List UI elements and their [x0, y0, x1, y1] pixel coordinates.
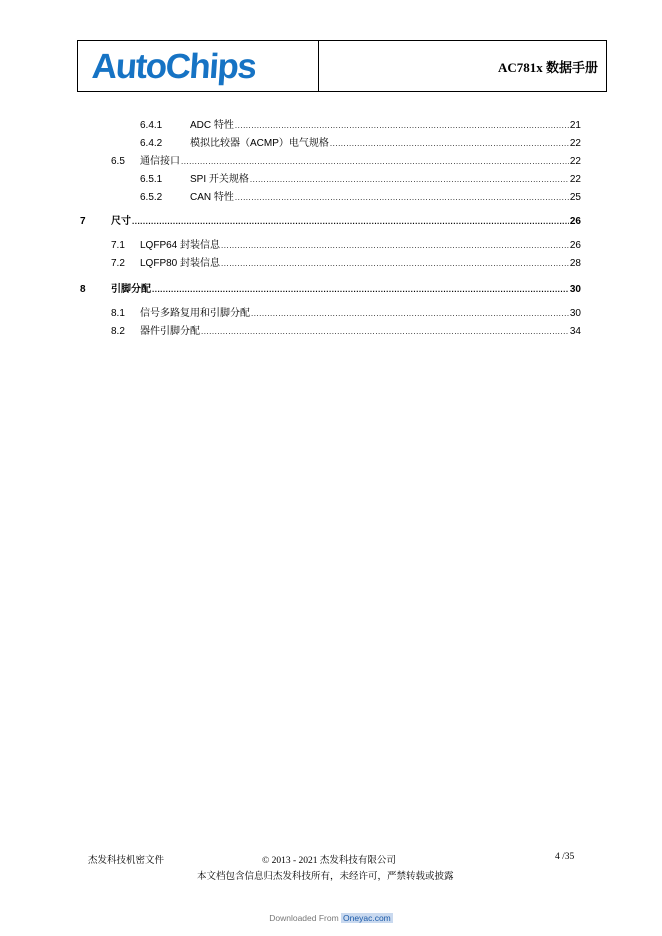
toc-entry[interactable]	[111, 326, 581, 338]
download-prefix: Downloaded From	[269, 913, 339, 923]
toc-entry-page: 22	[569, 138, 581, 149]
toc-entry[interactable]	[140, 120, 581, 132]
toc-entry-title: 尺寸	[111, 216, 131, 227]
document-title: AC781x 数据手册	[497, 59, 598, 75]
toc-entry-page: 26	[569, 240, 581, 251]
toc-entry-number: 6.5	[111, 156, 125, 167]
toc-entry-number: 8	[80, 284, 86, 295]
toc-entry[interactable]	[140, 174, 581, 186]
toc-entry[interactable]	[111, 156, 581, 168]
toc-dot-leader	[201, 326, 569, 338]
toc-dot-leader	[330, 138, 569, 150]
page-indicator: 4 /35	[555, 852, 575, 862]
toc-entry-number: 8.2	[111, 326, 125, 337]
toc-entry-page: 30	[569, 308, 581, 319]
page-header	[77, 40, 607, 92]
toc-entry-page: 26	[569, 216, 581, 227]
toc-entry-title: ADC 特性	[190, 120, 234, 131]
toc-entry[interactable]	[111, 258, 581, 270]
toc-entry[interactable]	[80, 216, 581, 228]
toc-entry-title: 模拟比较器（ACMP）电气规格	[190, 138, 329, 149]
toc-entry[interactable]	[111, 240, 581, 252]
toc-entry-number: 8.1	[111, 308, 125, 319]
confidential-label: 杰发科技机密文件	[88, 856, 165, 866]
toc-dot-leader	[181, 156, 569, 168]
toc-entry[interactable]	[140, 192, 581, 204]
toc-entry-number: 6.4.1	[140, 120, 163, 131]
toc-entry-title: 信号多路复用和引脚分配	[140, 308, 250, 319]
toc-entry-page: 34	[569, 326, 581, 337]
toc-dot-leader	[235, 192, 569, 204]
toc-entry-number: 7.1	[111, 240, 125, 251]
toc-entry-title: 通信接口	[140, 156, 180, 167]
download-site-link[interactable]: Oneyac.com	[343, 913, 391, 923]
toc-entry-title: LQFP64 封装信息	[140, 240, 221, 251]
toc-dot-leader	[152, 284, 569, 296]
toc-entry-title: CAN 特性	[190, 192, 234, 203]
toc-entry-number: 6.5.1	[140, 174, 163, 185]
toc-entry-title: SPI 开关规格	[190, 174, 249, 185]
toc-entry-page: 25	[569, 192, 581, 203]
toc-entry-page: 22	[569, 174, 581, 185]
toc-dot-leader	[235, 120, 569, 132]
download-banner	[0, 913, 662, 923]
toc-dot-leader	[251, 308, 569, 320]
toc-entry-page: 21	[569, 120, 581, 131]
toc-dot-leader	[250, 174, 569, 186]
autochips-logo: AutoChips	[90, 46, 257, 86]
toc-entry-number: 7.2	[111, 258, 125, 269]
toc-entry-page: 28	[569, 258, 581, 269]
toc-dot-leader	[221, 258, 569, 270]
toc-entry[interactable]	[80, 284, 581, 296]
toc-entry-number: 7	[80, 216, 86, 227]
toc-entry-page: 30	[569, 284, 581, 295]
toc-entry-number: 6.5.2	[140, 192, 163, 203]
copyright-text: © 2013 - 2021 杰发科技有限公司	[262, 856, 396, 866]
logo-cell	[78, 41, 319, 91]
toc-entry-number: 6.4.2	[140, 138, 163, 149]
toc-entry-title: 器件引脚分配	[140, 326, 200, 337]
toc-dot-leader	[221, 240, 569, 252]
toc-dot-leader	[132, 216, 569, 228]
toc-entry-page: 22	[569, 156, 581, 167]
toc-entry[interactable]	[140, 138, 581, 150]
toc-entry[interactable]	[111, 308, 581, 320]
toc-entry-title: 引脚分配	[111, 284, 151, 295]
confidentiality-notice: 本文档包含信息归杰发科技所有，未经许可，严禁转载或披露	[197, 872, 454, 882]
doc-title-cell	[319, 41, 606, 91]
toc-entry-title: LQFP80 封装信息	[140, 258, 221, 269]
